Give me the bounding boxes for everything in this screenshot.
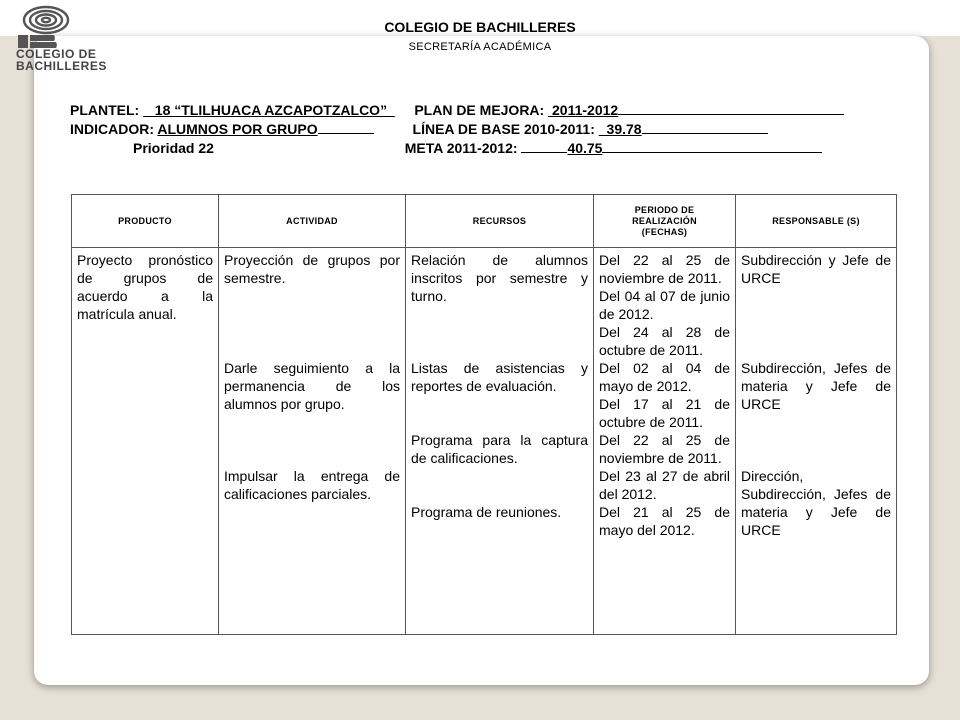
actividad-item: Proyección de grupos por semestre. — [224, 252, 400, 286]
recurso-item: Programa de reuniones. — [411, 504, 562, 520]
department-name: SECRETARÍA ACADÉMICA — [408, 41, 552, 53]
base-value: 39.78 — [598, 121, 642, 137]
plan-label: PLAN DE MEJORA: — [414, 102, 545, 118]
header-periodo-line2: REALIZACIÓN — [632, 215, 697, 226]
prioridad-text: Prioridad 22 — [133, 140, 214, 156]
plantel-value: 18 “TLILHUACA AZCAPOTZALCO” — [143, 102, 388, 118]
periodo-item: Del 02 al 04 de mayo de 2012. — [599, 360, 730, 394]
meta-line — [133, 140, 822, 156]
header-actividad: ACTIVIDAD — [219, 195, 406, 248]
meta-value: 40.75 — [567, 140, 603, 156]
header-responsable: RESPONSABLE (S) — [736, 195, 897, 248]
header-recursos: RECURSOS — [406, 195, 594, 248]
meta-label: META 2011-2012: — [404, 140, 518, 156]
cell-producto — [72, 248, 219, 635]
institution-name: COLEGIO DE BACHILLERES — [384, 19, 576, 35]
cell-recursos — [406, 248, 594, 635]
periodo-item: Del 21 al 25 de mayo del 2012. — [599, 504, 730, 538]
periodo-item: Del 04 al 07 de junio de 2012. — [599, 288, 730, 322]
indicador-value: ALUMNOS POR GRUPO — [157, 121, 318, 137]
responsable-item: Subdirección y Jefe de URCE — [741, 252, 891, 286]
cell-periodo — [594, 248, 736, 635]
responsable-item: Subdirección, Jefes de materia y Jefe de URCE — [741, 360, 891, 412]
cell-responsable — [736, 248, 897, 635]
responsable-item: Dirección, Subdirección, Jefes de materia y Jefe de URCE — [741, 468, 891, 538]
plantel-label: PLANTEL: — [70, 102, 140, 118]
logo — [16, 4, 136, 76]
actividad-item: Impulsar la entrega de calificaciones parciales. — [224, 468, 400, 502]
header-periodo-line1: PERIODO DE — [634, 204, 695, 215]
base-label: LÍNEA DE BASE 2010-2011: — [412, 121, 595, 137]
recurso-item: Relación de alumnos inscritos por semestre y turno. — [411, 252, 588, 304]
plan-table — [71, 194, 897, 635]
periodo-item: Del 24 al 28 de octubre de 2011. — [599, 324, 730, 358]
periodo-item: Del 22 al 25 de noviembre de 2011. — [599, 432, 730, 466]
indicador-label: INDICADOR: — [70, 121, 154, 137]
periodo-item: Del 23 al 27 de abril del 2012. — [599, 468, 730, 502]
plan-value: 2011-2012 — [548, 102, 619, 118]
logo-caption-line2: BACHILLERES — [16, 59, 107, 73]
header-periodo — [594, 195, 736, 248]
cell-actividad — [219, 248, 406, 635]
header-producto: PRODUCTO — [72, 195, 219, 248]
indicador-line — [70, 121, 768, 137]
periodo-item: Del 22 al 25 de noviembre de 2011. — [599, 252, 730, 286]
logo-caption-line1: COLEGIO DE — [16, 47, 97, 61]
periodo-item: Del 17 al 21 de octubre de 2011. — [599, 396, 730, 430]
actividad-item: Darle seguimiento a la permanencia de los alumnos por grupo. — [224, 360, 400, 412]
table-row — [72, 248, 897, 635]
recurso-item: Listas de asistencias y reportes de evaluación. — [411, 360, 588, 394]
plantel-line — [70, 102, 844, 118]
recurso-item: Programa para la captura de calificaciones. — [411, 432, 588, 466]
header-periodo-line3: (FECHAS) — [641, 226, 688, 237]
producto-text: Proyecto pronóstico de grupos de acuerdo a la matrícula anual. — [77, 252, 213, 322]
table-header-row — [72, 195, 897, 248]
